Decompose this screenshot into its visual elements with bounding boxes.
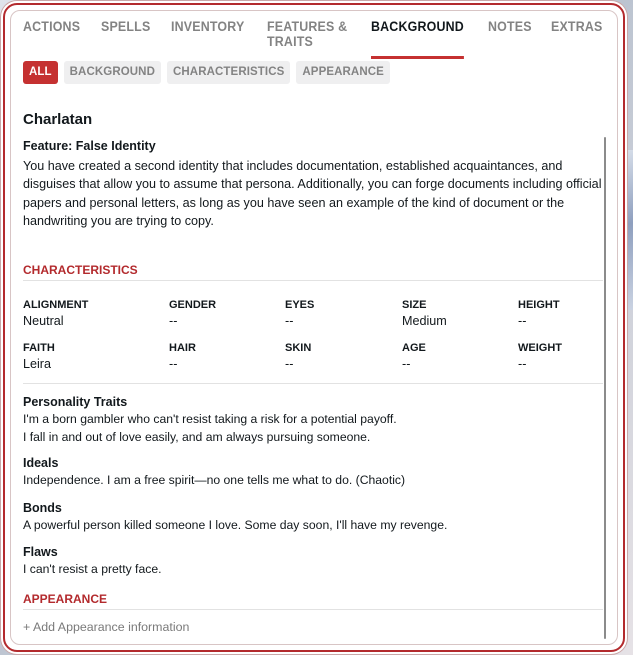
tab-notes[interactable]: NOTES [487, 19, 532, 34]
flaws-text: I can't resist a pretty face. [23, 562, 162, 577]
personality-traits-title: Personality Traits [23, 395, 128, 410]
personality-trait-line: I'm a born gambler who can't resist taking a risk for a potential payoff. [23, 412, 397, 427]
bonds-title: Bonds [23, 500, 62, 515]
char-label: HAIR [169, 342, 196, 355]
primary-tab-bar [23, 19, 623, 59]
char-value: Leira [23, 357, 52, 372]
characteristics-row-1 [23, 299, 603, 330]
char-weight [518, 342, 603, 373]
tab-extras[interactable]: EXTRAS [551, 19, 603, 34]
tab-spells[interactable]: SPELLS [101, 19, 151, 34]
tab-background[interactable]: BACKGROUND [371, 19, 464, 59]
char-label: EYES [285, 299, 315, 312]
char-size [402, 299, 518, 330]
section-divider [23, 383, 603, 384]
char-value: -- [518, 314, 527, 329]
ideals-title: Ideals [23, 456, 59, 471]
char-label: SKIN [285, 342, 312, 355]
char-value: -- [285, 314, 294, 329]
char-value: -- [285, 357, 294, 372]
char-value: -- [402, 357, 411, 372]
add-appearance-button[interactable]: + Add Appearance information [23, 619, 190, 634]
char-label: WEIGHT [518, 342, 562, 355]
tab-actions[interactable]: ACTIONS [23, 19, 81, 34]
char-age [402, 342, 518, 373]
filter-tab-bar [23, 61, 390, 84]
filter-background[interactable]: BACKGROUND [64, 61, 161, 84]
char-label: AGE [402, 342, 426, 355]
background-name: Charlatan [23, 111, 93, 128]
char-label: GENDER [169, 299, 217, 312]
filter-all[interactable]: ALL [23, 61, 58, 84]
personality-trait-line: I fall in and out of love easily, and am always pursuing someone. [23, 429, 371, 444]
char-hair [169, 342, 285, 373]
char-value: -- [518, 357, 527, 372]
char-eyes [285, 299, 402, 330]
character-sheet-panel [3, 3, 625, 652]
appearance-heading: APPEARANCE [23, 592, 603, 610]
char-label: FAITH [23, 342, 55, 355]
filter-appearance[interactable]: APPEARANCE [296, 61, 390, 84]
bonds-text: A powerful person killed someone I love. Some day soon, I'll have my revenge. [23, 517, 448, 532]
char-height [518, 299, 603, 330]
ideals [23, 456, 603, 490]
tab-features-traits[interactable]: FEATURES & TRAITS [266, 19, 347, 49]
char-faith [23, 342, 169, 373]
char-alignment [23, 299, 169, 330]
background-content [23, 111, 603, 634]
char-value: Neutral [23, 314, 64, 329]
characteristics-heading: CHARACTERISTICS [23, 263, 603, 281]
char-label: HEIGHT [518, 299, 560, 312]
char-label: ALIGNMENT [23, 299, 89, 312]
feature-name: Feature: False Identity [23, 139, 156, 153]
char-value: -- [169, 357, 178, 372]
tab-inventory[interactable]: INVENTORY [170, 19, 245, 34]
char-skin [285, 342, 402, 373]
char-value: Medium [402, 314, 447, 329]
flaws [23, 545, 603, 579]
bonds [23, 501, 603, 535]
characteristics-row-2 [23, 342, 603, 373]
char-value: -- [169, 314, 178, 329]
content-scrollbar[interactable] [604, 137, 606, 639]
char-label: SIZE [402, 299, 427, 312]
ideals-text: Independence. I am a free spirit—no one tells me what to do. (Chaotic) [23, 473, 406, 488]
flaws-title: Flaws [23, 545, 58, 560]
filter-characteristics[interactable]: CHARACTERISTICS [167, 61, 290, 84]
char-gender [169, 299, 285, 330]
feature-description: You have created a second identity that includes documentation, established acquaintances, and disguises that allow you to assume that persona. Additionally, you can forge documents including official papers and personal letters, as long as you have seen an example of the kind of document or the handwriting you are trying to copy. [23, 159, 602, 228]
personality-traits [23, 395, 603, 446]
